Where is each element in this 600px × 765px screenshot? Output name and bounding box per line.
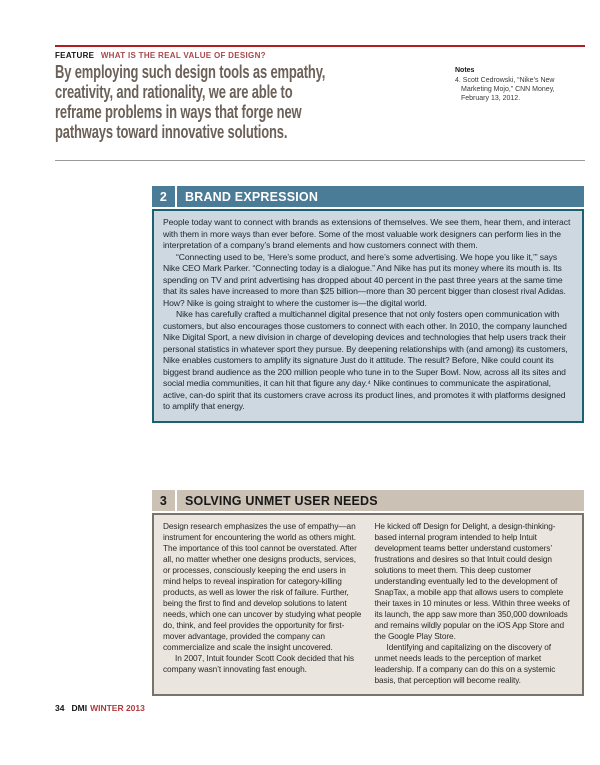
section-needs-paragraph: He kicked off Design for Delight, a design-thinking-based internal program intended to help Intuit development teams better understand customers’ frustrations and desires so that Intuit could design solutions to meet them. This deep customer understanding eventually led to the development of SnapTax, a mobile app that allows users to complete their taxes in 10 minutes or less. Within three weeks of its launch, the app saw more than 350,000 downloads and remains wildly popular on the iOS App Store and the Google Play Store. [374,521,570,641]
notes-block [455,66,583,103]
section-brand-paragraph: Nike has carefully crafted a multichannel digital presence that not only fosters open communication with customers, but also encourages those customers to connect with each other. In 2010, the company launched Nike Digital Sport, a new division in charge of developing devices and technologies that help users track their personal statistics in whatever sport they pursue. By deepening relationships with (and among) its customers, Nike enables customers to amplify its signature Just do it attitude. The result? Before, Nike could count its biggest brand audience as the 200 million people who tune in to the Super Bowl. Now, across all its sites and social media communities, it can hit that figure any day.⁴ Nike continues to communicate the aspirational, active, can-do spirit that its customers crave across its product lines, and promotes it with platforms designed to amplify that energy. [163,309,568,411]
page-footer [55,703,145,713]
pull-quote-headline [55,62,458,142]
note-item-4: 4. Scott Cedrowski, “Nike’s New Marketing Mojo,” CNN Money, February 13, 2012. [455,77,555,102]
section-brand-expression [152,186,584,423]
right-column [375,521,574,686]
section-brand-paragraph: “Connecting used to be, ‘Here’s some product, and here’s some advertising. We hope you like it,’” says Nike CEO Mark Parker. “Connecting today is a dialogue.” And Nike has put its money where its mouth is. Its spending on TV and print advertising has dropped about 40 percent in the past three years at the same time that its sales have increased to more than $25 billion—more than 30 percent bigger than closest rival Adidas. How? Nike is going straight to where the customer is—the digital world. [163,251,566,308]
kicker-line [55,51,585,60]
section-needs-body [152,513,584,696]
page-number: 34 [55,703,65,713]
section-needs-header [152,490,584,511]
section-number-badge: 3 [152,490,177,511]
issue-label: WINTER 2013 [90,703,145,713]
section-needs-paragraph: In 2007, Intuit founder Scott Cook decided that his company wasn’t innovating fast enough. [163,653,354,674]
section-needs-paragraph: Identifying and capitalizing on the discovery of unmet needs leads to the perception of market leadership. If a company can do this on a systemic basis, that perception will become reality. [374,642,556,685]
section-brand-body [152,209,584,423]
headline-line-4: pathways toward innovative solutions. [55,122,288,142]
kicker-label: FEATURE [55,51,95,60]
notes-heading: Notes [455,67,475,74]
section-needs-paragraph: Design research emphasizes the use of empathy—an instrument for encountering the world as others might. The importance of this tool cannot be overstated. After all, no matter whether one designs products, services, or processes, consciously keeping the end users in mind helps to reveal inspiration for category-killing products, as well as lower the risk of failure. Further, being the first to find and develop solutions to latent needs, which one can uncover by studying what people do, think, and feel provides the opportunity for first-mover advantage, provided the company can commercialize and scale the insight uncovered. [163,521,362,652]
horizontal-rule-divider [55,160,585,161]
section-brand-paragraph: People today want to connect with brands as extensions of themselves. We see them, hear them, and interact with them in more ways than ever before. Some of the most valuable work designers can perform lies in the interpretation of a company’s brand elements and how customers connect with them. [163,217,571,250]
publication-name: DMI [71,703,88,713]
kicker-rule-divider [55,45,585,47]
section-solving-unmet-user-needs [152,490,584,696]
kicker [55,45,585,60]
section-title: BRAND EXPRESSION [177,186,584,207]
section-number-badge: 2 [152,186,177,207]
kicker-article-title: WHAT IS THE REAL VALUE OF DESIGN? [100,51,266,60]
section-title: SOLVING UNMET USER NEEDS [177,490,584,511]
headline-line-3: reframe problems in ways that forge new [55,102,302,122]
left-column [163,521,362,686]
headline-line-2: creativity, and rationality, we are able to [55,82,293,102]
headline-line-1: By employing such design tools as empathy, [55,62,326,82]
section-brand-header [152,186,584,207]
